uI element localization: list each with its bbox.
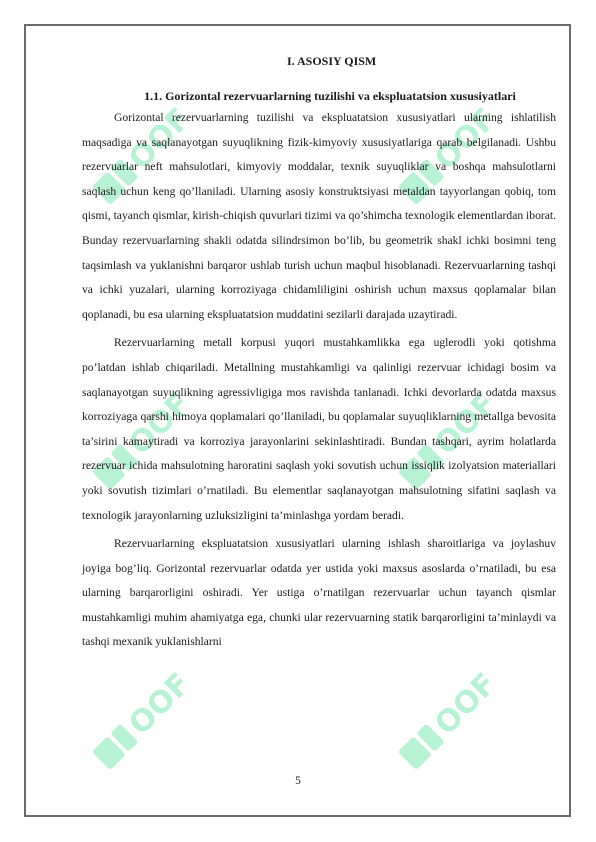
page-number: 5 <box>295 775 301 787</box>
svg-text:OOF: OOF <box>122 666 198 742</box>
svg-text:OOF: OOF <box>428 666 504 742</box>
svg-text:OOF: OOF <box>428 101 504 177</box>
subsection-heading: 1.1. Gorizontal rezervuarlarning tuzilishi va ekspluatatsion xususiyatlari <box>144 89 516 103</box>
section-heading: I. ASOSIY QISM <box>287 54 377 68</box>
paragraph: Gorizontal rezervuarlarning tuzilishi va ekspluatatsion xususiyatlari ularning ishlatilish maqsadiga va saqlanayotgan suyuqlikning fizik-kimyoviy xususiyatlariga qarab belgilanadi. Ushbu rezervuarlar neft mahsulotlari, kimyoviy moddalar, texnik suyuqliklar va boshqa mahsulotlarni saqlash uchun keng qo’llaniladi. Ularning asosiy konstruktsiyasi metaldan tayyorlangan qobiq, tom qismi, tayanch qismlar, kirish-chiqish quvurlari tizimi va qo’shimcha texnologik elementlardan iborat. Bunday rezervuarlarning shakli odatda silindrsimon bo’lib, bu geometrik shakl ichki bosimni teng taqsimlash va yuklanishni barqaror ushlab turish uchun maqbul hisoblanadi. Rezervuarlarning tashqi va ichki yuzalari, ularning korroziyaga chidamliligini oshirish uchun maxsus qoplamalar bilan qoplanadi, bu esa ularning ekspluatatsion muddatini sezilarli darajada uzaytiradi. <box>82 111 556 321</box>
svg-text:OOF: OOF <box>122 101 198 177</box>
svg-text:OOF: OOF <box>122 386 198 462</box>
paragraph: Rezervuarlarning metall korpusi yuqori mustahkamlikka ega uglerodli yoki qotishma po’latdan ishlab chiqariladi. Metallning mustahkamligi va qalinligi rezervuar ichidagi bosim va saqlanayotgan suyuqlikning agressivligiga mos ravishda tanlanadi. Ichki devorlarda odatda maxsus korroziyaga qarshi himoya qoplamalari qo’llaniladi, bu qoplamalar suyuqliklarning metallga bevosita ta’sirini kamaytiradi va korroziya jarayonlarini sekinlashtiradi. Bundan tashqari, ayrim holatlarda rezervuar ichida mahsulotning haroratini saqlash yoki sovutish uchun issiqlik izolyatsion materiallari yoki sovutish tizimlari o’rnatiladi. Bu elementlar saqlanayotgan mahsulotning sifatini saqlash va texnologik jarayonlarning uzluksizligini ta’minlashga yordam beradi. <box>82 336 556 522</box>
svg-text:OOF: OOF <box>428 386 504 462</box>
paragraph: Rezervuarlarning ekspluatatsion xususiyatlari ularning ishlash sharoitlariga va joylashuv joyiga bog’liq. Gorizontal rezervuarlar odatda yer ustida yoki maxsus asoslarda o’rnatiladi, bu esa ularning barqarorligini oshiradi. Yer ustiga o’rnatilgan rezervuarlar uchun tayanch qismlar mustahkamligi muhim ahamiyatga ega, chunki ular rezervuarning statik barqarorligini ta’minlaydi va tashqi mexanik yuklanishlarni <box>82 537 556 649</box>
document-body <box>82 52 556 655</box>
